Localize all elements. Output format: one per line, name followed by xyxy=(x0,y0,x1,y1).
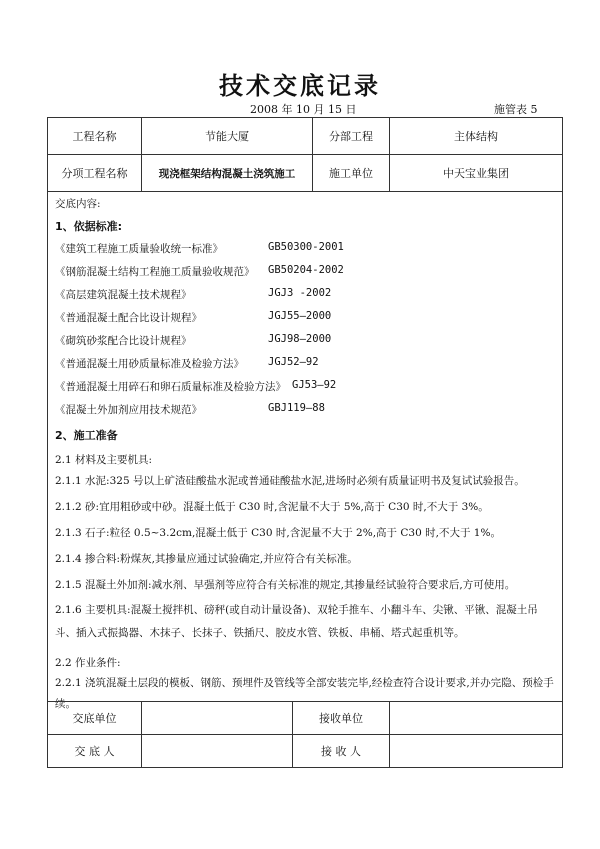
division-label: 分部工程 xyxy=(313,118,390,155)
standard-code: GBJ119—88 xyxy=(268,402,325,414)
unit-value: 中天宝业集团 xyxy=(390,155,563,192)
project-label: 工程名称 xyxy=(48,118,142,155)
standard-code: JGJ3 -2002 xyxy=(268,287,332,299)
signature-table xyxy=(47,701,563,768)
content-intro: 交底内容: xyxy=(55,198,101,210)
project-value: 节能大厦 xyxy=(142,118,313,155)
subsection-2-2: 2.2 作业条件: xyxy=(55,657,121,669)
clause-2-1-5: 2.1.5 混凝土外加剂:减水剂、早强剂等应符合有关标准的规定,其掺量经试验符合要求后,方可使用。 xyxy=(55,579,516,591)
signature-row-2 xyxy=(48,735,563,768)
subsection-2-1: 2.1 材料及主要机具: xyxy=(55,454,153,466)
clause-2-1-6: 2.1.6 主要机具:混凝土搅拌机、磅秤(或自动计量设备)、双轮手推车、小翻斗车、尖锹、平锹、混凝土吊斗、插入式振捣器、木抹子、长抹子、铁插尺、胶皮水管、铁板、串桶、塔式起重机等。 xyxy=(55,604,538,639)
standard-code: GB50300-2001 xyxy=(268,241,344,253)
standard-code: JGJ52—92 xyxy=(268,356,319,368)
section-2-heading: 2、施工准备 xyxy=(55,429,118,442)
standard-name: 《高层建筑混凝土技术规程》 xyxy=(55,289,192,301)
standard-code: JGJ98—2000 xyxy=(268,333,332,345)
receiving-unit-label: 接收单位 xyxy=(293,702,390,735)
standard-name: 《普通混凝土配合比设计规程》 xyxy=(55,312,202,324)
handover-unit-value xyxy=(142,702,293,735)
receiving-person-value xyxy=(390,735,563,768)
form-number: 施管表 5 xyxy=(494,103,538,116)
signature-row-1 xyxy=(48,702,563,735)
clause-2-1-2: 2.1.2 砂:宜用粗砂或中砂。混凝土低于 C30 时,含泥量不大于 5%,高于 C30 时,不大于 3%。 xyxy=(55,501,489,513)
clause-2-1-1: 2.1.1 水泥:325 号以上矿渣硅酸盐水泥或普通硅酸盐水泥,进场时必须有质量证明书及复试试验报告。 xyxy=(55,475,525,487)
handover-person-label: 交 底 人 xyxy=(48,735,142,768)
standard-name: 《混凝土外加剂应用技术规范》 xyxy=(55,404,202,416)
header-row-1 xyxy=(48,118,563,155)
handover-person-value xyxy=(142,735,293,768)
handover-unit-label: 交底单位 xyxy=(48,702,142,735)
section-1-heading: 1、依据标准: xyxy=(55,220,123,233)
unit-label: 施工单位 xyxy=(313,155,390,192)
standard-name: 《钢筋混凝土结构工程施工质量验收规范》 xyxy=(55,266,255,278)
clause-2-1-4: 2.1.4 掺合料:粉煤灰,其掺量应通过试验确定,并应符合有关标准。 xyxy=(55,553,358,565)
receiving-unit-value xyxy=(390,702,563,735)
header-row-2 xyxy=(48,155,563,192)
standard-code: GJ53—92 xyxy=(292,379,337,391)
standard-name: 《普通混凝土用砂质量标准及检验方法》 xyxy=(55,358,244,370)
document-title: 技术交底记录 xyxy=(219,72,381,100)
standard-code: JGJ55—2000 xyxy=(268,310,332,322)
receiving-person-label: 接 收 人 xyxy=(293,735,390,768)
standard-name: 《砌筑砂浆配合比设计规程》 xyxy=(55,335,192,347)
subproject-value: 现浇框架结构混凝土浇筑施工 xyxy=(142,155,313,192)
header-table xyxy=(47,117,563,192)
division-value: 主体结构 xyxy=(390,118,563,155)
clause-2-2-1: 2.2.1 浇筑混凝土层段的模板、钢筋、预埋件及管线等全部安装完毕,经检查符合设计要求,并办完隐、预检手续。 xyxy=(55,677,554,710)
handover-content xyxy=(47,189,563,710)
standard-name: 《普通混凝土用碎石和卵石质量标准及检验方法》 xyxy=(55,381,286,393)
standard-code: GB50204-2002 xyxy=(268,264,344,276)
standard-name: 《建筑工程施工质量验收统一标准》 xyxy=(55,243,223,255)
subproject-label: 分项工程名称 xyxy=(48,155,142,192)
document-date: 2008 年 10 月 15 日 xyxy=(250,103,357,116)
clause-2-1-3: 2.1.3 石子:粒径 0.5~3.2cm,混凝土低于 C30 时,含泥量不大于 2%,高于 C30 时,不大于 1%。 xyxy=(55,527,501,539)
